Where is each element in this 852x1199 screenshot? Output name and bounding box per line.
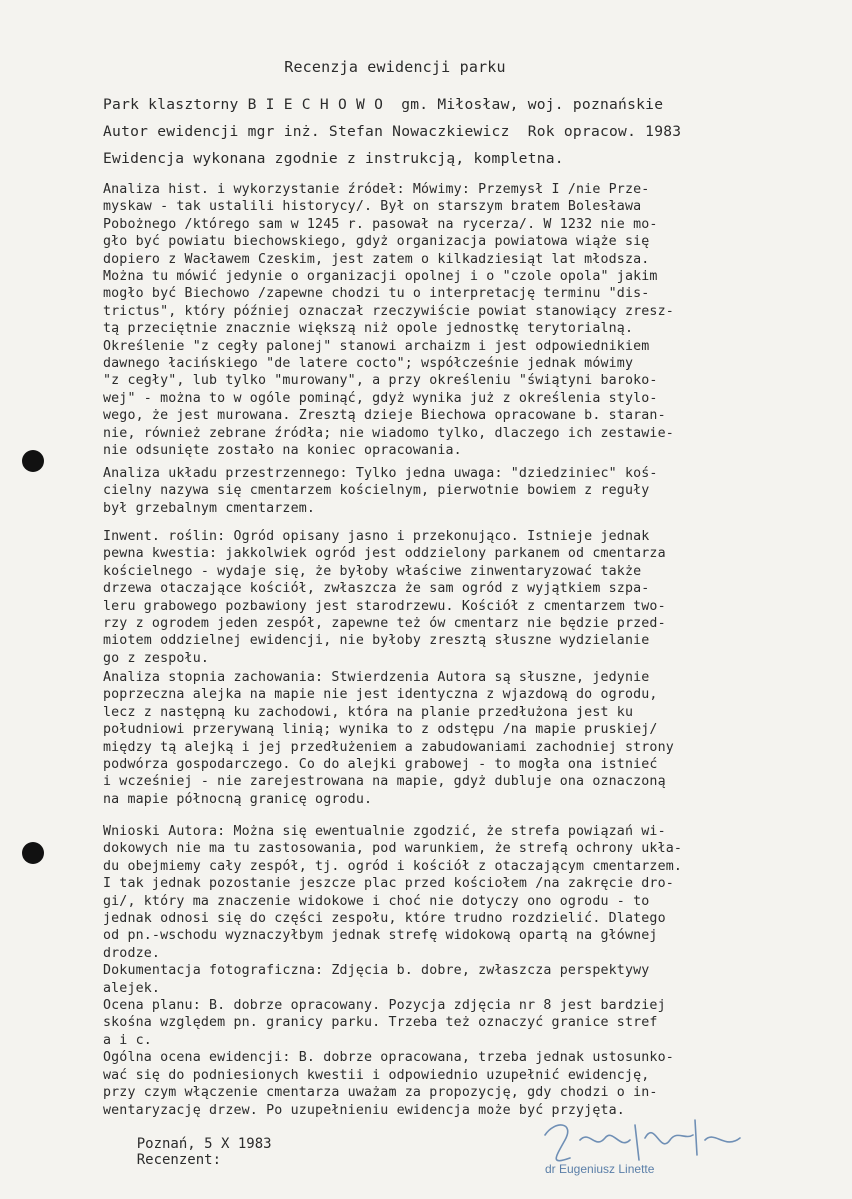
text-line: i wcześniej - nie zarejestrowana na mapie, gdyż dubluje ona oznaczoną — [103, 774, 666, 790]
text-line: a i c. — [103, 1032, 152, 1048]
text-line: wać się do podniesionych kwestii i odpowiednio uzupełnić ewidencję, — [103, 1067, 650, 1083]
text-line: dawnego łacińskiego "de latere cocto"; współcześnie jednak mówimy — [103, 356, 634, 372]
text-line: Analiza hist. i wykorzystanie źródeł: Mówimy: Przemysł I /nie Prze- — [103, 182, 650, 197]
text-line: lecz z następną ku zachodowi, która na planie przedłużona jest ku — [103, 704, 634, 720]
text-line: alejek. — [103, 980, 161, 996]
text-line: "z cegły", lub tylko "murowany", a przy określeniu "świątyni baroko- — [103, 373, 658, 389]
text-line: między tą alejką i jej przedłużeniem a zabudowaniami zachodniej strony — [103, 739, 674, 755]
text-line: Inwent. roślin: Ogród opisany jasno i przekonująco. Istnieje jednak — [103, 529, 650, 544]
text-line: jednak odnosi się do części zespołu, które trudno rozdzielić. Dlatego — [103, 911, 666, 927]
binder-hole-top — [22, 450, 44, 472]
text-line: wego, że jest murowana. Zresztą dzieje Biechowa opracowane b. staran- — [103, 408, 666, 424]
text-line: Ocena planu: B. dobrze opracowany. Pozycja zdjęcia nr 8 jest bardziej — [103, 998, 666, 1014]
header-line-status: Ewidencja wykonana zgodnie z instrukcją, kompletna. — [103, 150, 564, 167]
text-line: tą przeciętnie znacznie większą niż opole jednostkę terytorialną. — [103, 321, 634, 337]
section-historical-analysis — [103, 181, 843, 460]
text-line: wentaryzację drzew. Po uzupełnieniu ewidencja może być przyjęta. — [103, 1102, 625, 1118]
reviewer-label: Recenzent: — [136, 1152, 222, 1168]
text-line: nie, również zebrane źródła; nie wiadomo tylko, dlaczego ich zestawie- — [103, 425, 674, 441]
text-line: rzy z ogrodem jeden zespół, zapewne też ów cmentarz nie będzie przed- — [103, 616, 666, 632]
text-line: Dokumentacja fotograficzna: Zdjęcia b. dobre, zwłaszcza perspektywy — [103, 963, 650, 979]
text-line: trictus", który później oznaczał rzeczywiście powiat stanowiący zresz- — [103, 303, 674, 319]
text-line: go z zespołu. — [103, 650, 210, 666]
text-line: gi/, który ma znaczenie widokowe i choć nie dotyczy ono ogrodu - to — [103, 893, 650, 909]
section-spatial-analysis — [103, 465, 843, 517]
reviewer-stamp-name: dr Eugeniusz Linette — [545, 1162, 655, 1176]
text-line: Można tu mówić jedynie o organizacji opolnej i o "czole opola" jakim — [103, 269, 658, 285]
text-line: wej" - można to w ogóle pominąć, gdyż wynika już z określenia stylo- — [103, 390, 658, 406]
text-line: Analiza układu przestrzennego: Tylko jedna uwaga: "dziedziniec" koś- — [103, 466, 658, 481]
text-line: myskaw - tak ustalili historycy/. Był on starszym bratem Bolesława — [103, 199, 642, 215]
text-line: cielny nazywa się cmentarzem kościelnym, pierwotnie bowiem z reguły — [103, 483, 650, 499]
text-line: Ogólna ocena ewidencji: B. dobrze opracowana, trzeba jednak ustosunko- — [103, 1050, 674, 1066]
text-line: był grzebalnym cmentarzem. — [103, 500, 316, 516]
text-line: skośna względem pn. granicy parku. Trzeba też oznaczyć granice stref — [103, 1015, 658, 1031]
text-line: poprzeczna alejka na mapie nie jest identyczna z wjazdową do ogrodu, — [103, 687, 658, 703]
text-line: Wnioski Autora: Można się ewentualnie zgodzić, że strefa powiązań wi- — [103, 824, 666, 839]
section-preservation-analysis — [103, 669, 843, 808]
header-block — [103, 96, 843, 177]
section-plant-inventory — [103, 528, 843, 667]
section-conclusions — [103, 823, 843, 1119]
text-line: Analiza stopnia zachowania: Stwierdzenia Autora są słuszne, jedynie — [103, 670, 650, 685]
text-line: przy czym włączenie cmentarza uważam za propozycję, gdy chodzi o in- — [103, 1085, 658, 1101]
binder-hole-bottom — [22, 842, 44, 864]
header-line-author: Autor ewidencji mgr inż. Stefan Nowaczkiewicz Rok opracow. 1983 — [103, 123, 682, 140]
header-line-park: Park klasztorny B I E C H O W O gm. Miłosław, woj. poznańskie — [103, 96, 664, 113]
text-line: pewna kwestia: jakkolwiek ogród jest oddzielony parkanem od cmentarza — [103, 546, 666, 562]
text-line: podwórza gospodarczego. Co do alejki grabowej - to mogła ona istnieć — [103, 757, 658, 773]
text-line: drodze. — [103, 945, 161, 961]
text-line: Pobożnego /którego sam w 1245 r. pasował na rycerza/. W 1232 nie mo- — [103, 216, 658, 232]
place-date: Poznań, 5 X 1983 — [136, 1136, 272, 1152]
text-line: du obejmiemy cały zespół, tj. ogród i kościół z otaczającym cmentarzem. — [103, 858, 683, 874]
document-title: Recenzja ewidencji parku — [284, 58, 506, 76]
text-line: gło być powiatu biechowskiego, gdyż organizacja powiatowa wiąże się — [103, 234, 650, 250]
text-line: południowi przerywaną linią; wynika to z odstępu /na mapie pruskiej/ — [103, 722, 658, 738]
text-line: dokowych nie ma tu zastosowania, pod warunkiem, że strefą ochrony ukła- — [103, 841, 683, 857]
text-line: miotem oddzielnej ewidencji, nie byłoby zresztą słuszne wydzielanie — [103, 633, 650, 649]
text-line: dopiero z Wacławem Czeskim, jest zatem o kilkadziesiąt lat młodsza. — [103, 251, 650, 267]
text-line: drzewa otaczające kościół, zwłaszcza że sam ogród z wyjątkiem szpa- — [103, 581, 650, 597]
text-line: mogło być Biechowo /zapewne chodzi tu o interpretację terminu "dis- — [103, 286, 650, 302]
text-line: nie odsunięte zostało na koniec opracowania. — [103, 443, 462, 459]
text-line: leru grabowego pozbawiony jest starodrzewu. Kościół z cmentarzem two- — [103, 598, 666, 614]
text-line: I tak jednak pozostanie jeszcze plac przed kościołem /na zakręcie dro- — [103, 876, 674, 892]
text-line: Określenie "z cegły palonej" stanowi archaizm i jest odpowiednikiem — [103, 338, 650, 354]
text-line: od pn.-wschodu wyznaczyłbym jednak strefę widokową opartą na głównej — [103, 928, 658, 944]
text-line: na mapie północną granicę ogrodu. — [103, 791, 373, 807]
text-line: kościelnego - wydaje się, że byłoby właściwe zinwentaryzować także — [103, 563, 642, 579]
